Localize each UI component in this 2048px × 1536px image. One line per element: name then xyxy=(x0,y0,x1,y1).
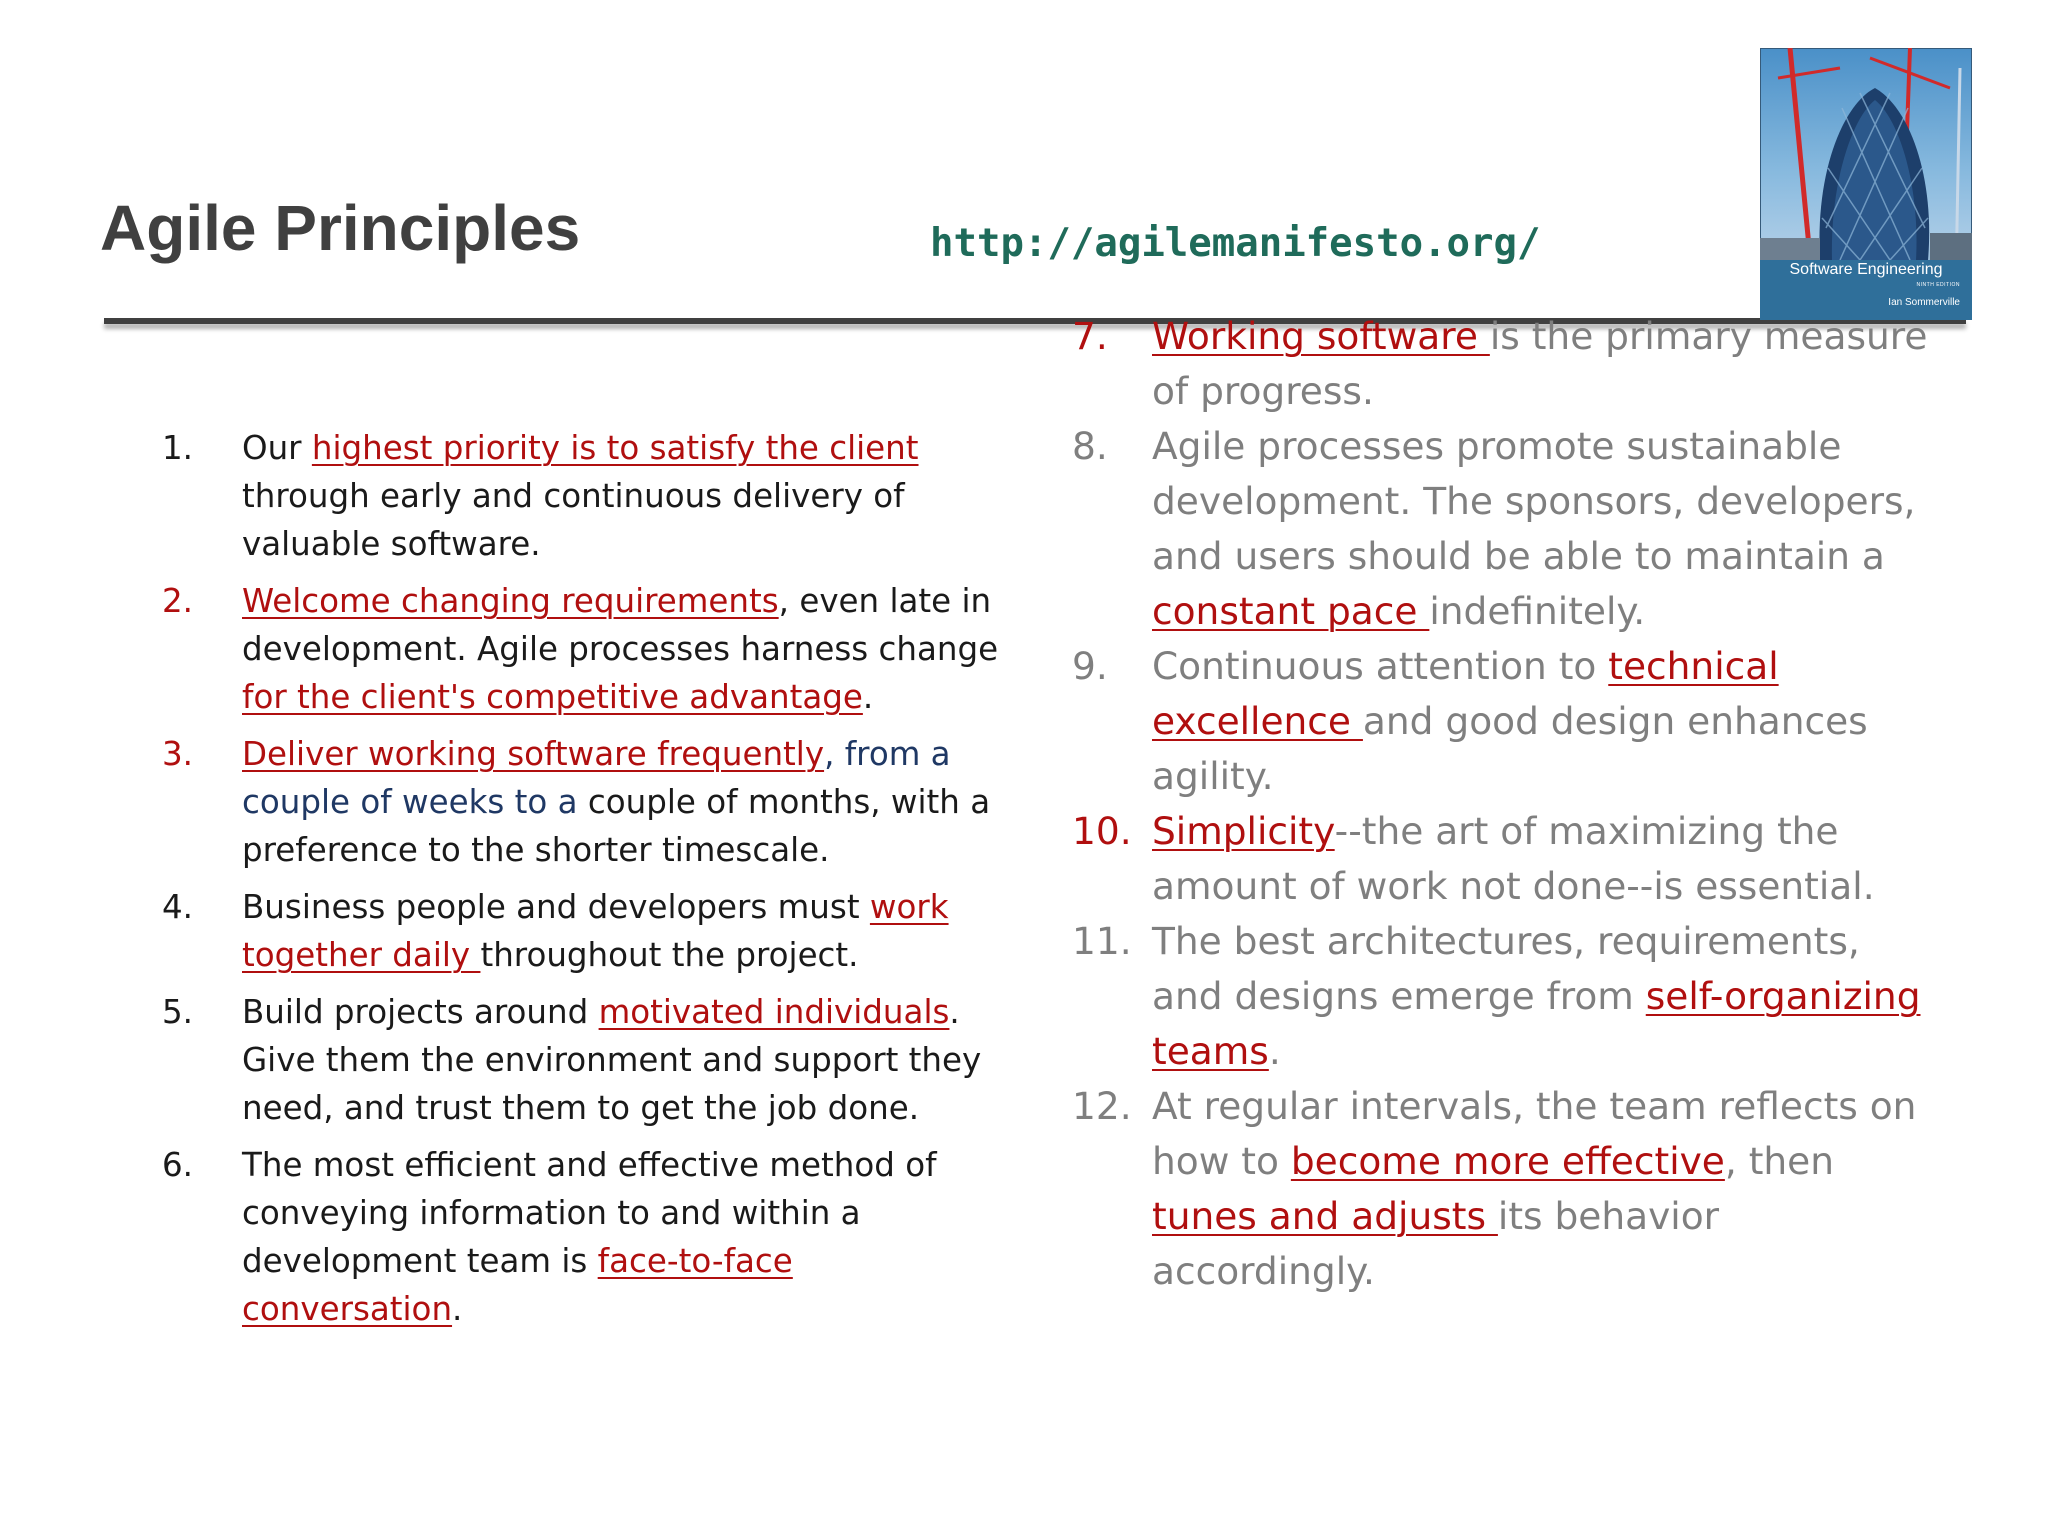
principle-5 xyxy=(162,988,1012,1132)
highlight-link: tunes and adjusts xyxy=(1152,1194,1498,1238)
principle-number: 2. xyxy=(162,582,194,620)
principle-2 xyxy=(162,577,1012,721)
principle-4 xyxy=(162,883,1012,979)
manifesto-url[interactable]: http://agilemanifesto.org/ xyxy=(930,221,1541,266)
principle-number: 11. xyxy=(1072,919,1132,963)
highlight-link: work together daily xyxy=(242,888,949,974)
principle-9 xyxy=(1072,639,1932,804)
highlight-link: self-organizing teams xyxy=(1152,974,1921,1073)
highlight-link: become more effective xyxy=(1290,1139,1725,1183)
book-cover-title: Software Engineering xyxy=(1789,261,1943,278)
principle-number: 1. xyxy=(162,429,194,467)
highlight-link: highest priority is to satisfy the client xyxy=(311,429,919,467)
principle-text: Continuous attention to technical excellence and good design enhances agility. xyxy=(1152,644,1868,798)
principle-3 xyxy=(162,730,1012,874)
principle-number: 10. xyxy=(1072,809,1132,853)
principle-number: 7. xyxy=(1072,314,1108,358)
principle-text: Business people and developers must work together daily throughout the project. xyxy=(242,888,949,974)
principle-number: 6. xyxy=(162,1146,194,1184)
principle-number: 8. xyxy=(1072,424,1108,468)
principle-1 xyxy=(162,424,1012,568)
principle-number: 4. xyxy=(162,888,194,926)
principle-number: 9. xyxy=(1072,644,1108,688)
principles-list-right xyxy=(1072,309,1932,1299)
principle-text: Build projects around motivated individuals. Give them the environment and support they need, and trust them to get the job done. xyxy=(242,993,982,1127)
highlight-link: technical excellence xyxy=(1152,644,1779,743)
principle-11 xyxy=(1072,914,1932,1079)
highlight-link: Simplicity xyxy=(1152,809,1335,853)
principle-number: 12. xyxy=(1072,1084,1132,1128)
highlight-link: face-to-face conversation xyxy=(242,1242,793,1328)
principle-12 xyxy=(1072,1079,1932,1299)
principle-text: Our highest priority is to satisfy the client through early and continuous delivery of valuable software. xyxy=(242,429,919,563)
principle-text: The best architectures, requirements, and designs emerge from self-organizing teams. xyxy=(1152,919,1921,1073)
book-cover-edition: NINTH EDITION xyxy=(1916,282,1960,288)
principle-number: 3. xyxy=(162,735,194,773)
principle-7 xyxy=(1072,309,1932,419)
principle-8 xyxy=(1072,419,1932,639)
principle-text: Working software is the primary measure of progress. xyxy=(1152,314,1928,413)
highlight-link: for the client's competitive advantage xyxy=(242,678,863,716)
principle-text: Welcome changing requirements, even late in development. Agile processes harness change for the client's competitive advantage. xyxy=(242,582,999,716)
book-cover-image xyxy=(1760,48,1972,320)
principle-number: 5. xyxy=(162,993,194,1031)
principles-list-left xyxy=(162,424,1012,1342)
principle-text: Simplicity--the art of maximizing the amount of work not done--is essential. xyxy=(1152,809,1875,908)
book-cover-author: Ian Sommerville xyxy=(1888,297,1960,308)
principle-text: The most efficient and effective method of conveying information to and within a development team is face-to-face conversation. xyxy=(242,1146,937,1328)
slide-title: Agile Principles xyxy=(100,192,581,264)
principle-10 xyxy=(1072,804,1932,914)
principle-text: Deliver working software frequently, from a couple of weeks to a couple of months, with a preference to the shorter timescale. xyxy=(242,735,991,869)
highlight-link: constant pace xyxy=(1152,589,1430,633)
principle-text: At regular intervals, the team reflects on how to become more effective, then tunes and adjusts its behavior accordingly. xyxy=(1152,1084,1917,1293)
principle-text: Agile processes promote sustainable development. The sponsors, developers, and users should be able to maintain a constant pace indefinitely. xyxy=(1152,424,1916,633)
highlight-link: Welcome changing requirements xyxy=(242,582,779,620)
highlight-link: motivated individuals xyxy=(598,993,950,1031)
principle-6 xyxy=(162,1141,1012,1333)
highlight-link: Deliver working software frequently xyxy=(242,735,825,773)
highlight-link: Working software xyxy=(1152,314,1490,358)
